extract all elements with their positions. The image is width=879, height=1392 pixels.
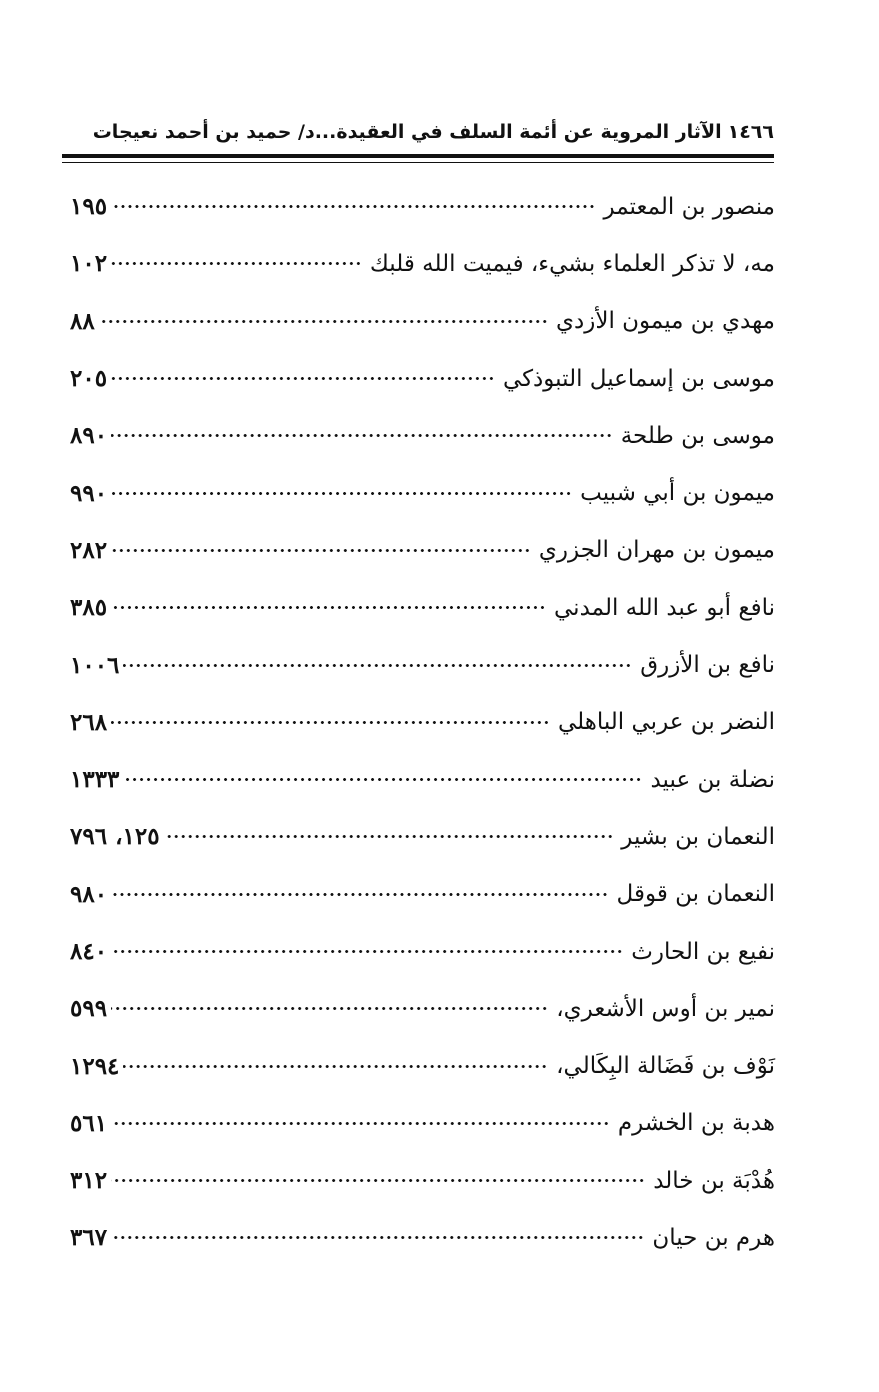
index-list — [70, 178, 775, 1267]
index-entry — [70, 235, 775, 292]
index-entry — [70, 1152, 775, 1209]
page-number: ١٤٦٦ — [727, 121, 774, 143]
entry-name: النعمان بن قوقل — [616, 881, 775, 908]
entry-pages: ٨٤٠ — [70, 938, 108, 965]
dot-leader — [123, 1056, 548, 1076]
entry-name: منصور بن المعتمر — [603, 193, 775, 220]
entry-name: نافع بن الأزرق — [640, 652, 775, 679]
index-entry — [70, 1095, 775, 1152]
entry-pages: ١٢٩٤ — [70, 1052, 120, 1080]
entry-name: هدبة بن الخشرم — [617, 1110, 775, 1137]
index-entry — [70, 636, 775, 693]
entry-name: ميمون بن أبي شبيب — [580, 480, 775, 507]
entry-pages: ٢٦٨ — [70, 708, 108, 736]
entry-name: هرم بن حيان — [652, 1224, 775, 1251]
index-entry — [70, 751, 775, 808]
entry-pages: ٨٨ — [70, 307, 95, 335]
entry-pages: ١٣٣٣ — [70, 766, 120, 794]
page-header — [62, 112, 774, 152]
entry-name: موسى بن إسماعيل التبوذكي — [502, 365, 775, 392]
entry-name: نفيع بن الحارث — [631, 938, 775, 965]
dot-leader — [111, 483, 572, 503]
dot-leader — [111, 598, 546, 618]
dot-leader — [111, 942, 623, 962]
entry-name: النضر بن عربي الباهلي — [557, 709, 775, 736]
index-entry — [70, 407, 775, 464]
index-entry — [70, 293, 775, 350]
entry-pages: ٣٨٥ — [70, 594, 108, 622]
dot-leader — [111, 369, 495, 389]
dot-leader — [111, 426, 613, 446]
entry-name: نضلة بن عبيد — [650, 766, 775, 793]
entry-pages: ٥٩٩ — [70, 995, 108, 1023]
index-entry — [70, 694, 775, 751]
dot-leader — [111, 1228, 644, 1248]
entry-pages: ٥٦١ — [70, 1109, 108, 1137]
entry-name: نَوْف بن فَضَالة البِكَالي، — [556, 1053, 775, 1080]
entry-pages: ٣١٢ — [70, 1167, 108, 1195]
index-entry — [70, 579, 775, 636]
entry-pages: ٢٠٥ — [70, 365, 108, 393]
dot-leader — [111, 197, 595, 217]
entry-name: مه، لا تذكر العلماء بشيء، فيميت الله قلبك — [369, 250, 775, 277]
entry-name: نافع أبو عبد الله المدني — [554, 594, 775, 621]
index-entry — [70, 350, 775, 407]
entry-pages: ٩٨٠ — [70, 880, 108, 908]
index-entry — [70, 464, 775, 521]
entry-name: هُدْبَة بن خالد — [653, 1167, 775, 1194]
entry-pages: ٣٦٧ — [70, 1224, 108, 1252]
entry-pages: ١٩٥ — [70, 193, 108, 221]
entry-pages: ٩٩٠ — [70, 479, 108, 507]
dot-leader — [111, 540, 531, 560]
entry-name: مهدي بن ميمون الأزدي — [555, 308, 775, 335]
index-entry — [70, 923, 775, 980]
entry-name: موسى بن طلحة — [620, 422, 775, 449]
index-entry — [70, 1037, 775, 1094]
entry-pages: ١٠٠٦ — [70, 651, 120, 679]
dot-leader — [99, 311, 548, 331]
entry-pages: ٨٩٠ — [70, 422, 108, 450]
entry-pages: ١٢٥، ٧٩٦ — [70, 823, 160, 851]
index-entry — [70, 522, 775, 579]
entry-pages: ٢٨٢ — [70, 536, 108, 564]
running-title: الآثار المروية عن أئمة السلف في العقيدة...د/ حميد بن أحمد نعيجات — [92, 121, 722, 143]
header-rule-thick — [62, 154, 774, 158]
dot-leader — [111, 1171, 645, 1191]
dot-leader — [123, 770, 642, 790]
dot-leader — [111, 254, 362, 274]
dot-leader — [111, 884, 608, 904]
dot-leader — [111, 999, 548, 1019]
index-entry — [70, 980, 775, 1037]
entry-name: نمير بن أوس الأشعري، — [556, 995, 775, 1022]
dot-leader — [123, 655, 632, 675]
index-entry — [70, 1209, 775, 1266]
dot-leader — [111, 712, 550, 732]
entry-pages: ١٠٢ — [70, 250, 108, 278]
index-entry — [70, 178, 775, 235]
dot-leader — [111, 1113, 610, 1133]
entry-name: النعمان بن بشير — [621, 823, 775, 850]
index-entry — [70, 866, 775, 923]
header-rule-thin — [62, 162, 774, 163]
index-entry — [70, 808, 775, 865]
dot-leader — [164, 827, 614, 847]
entry-name: ميمون بن مهران الجزري — [538, 537, 775, 564]
